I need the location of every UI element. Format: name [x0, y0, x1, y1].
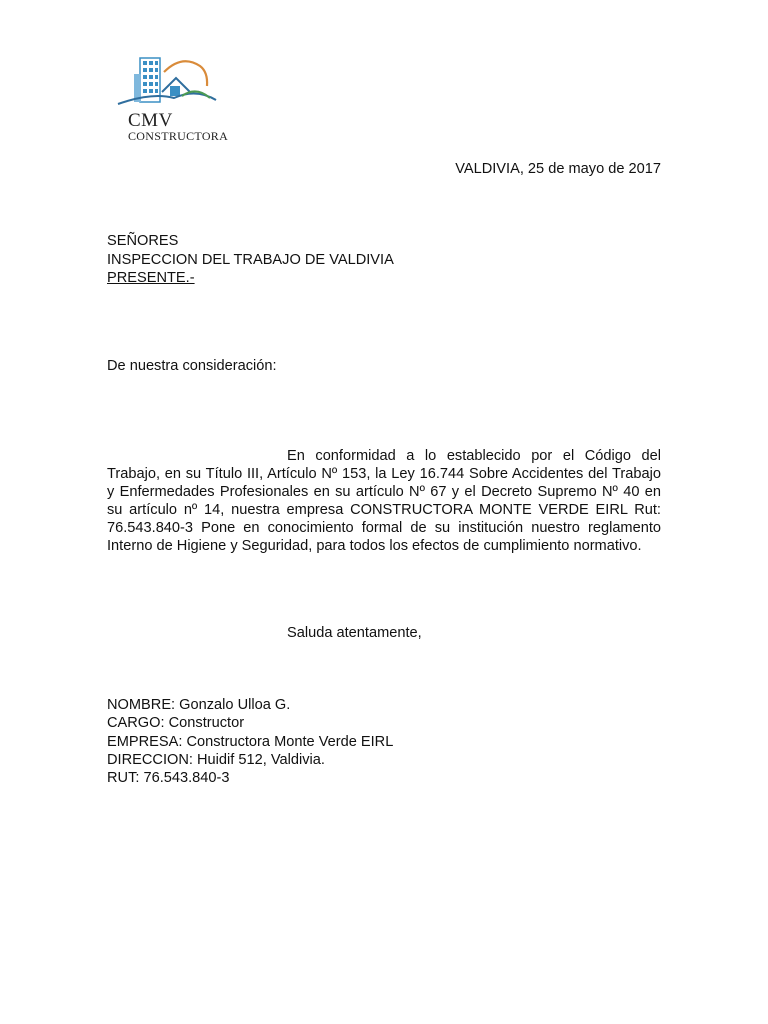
- addressee-line-3: PRESENTE.-: [107, 270, 195, 286]
- addressee-block: [107, 232, 394, 288]
- signature-nombre: NOMBRE: Gonzalo Ulloa G.: [107, 697, 291, 713]
- signature-cargo: CARGO: Constructor: [107, 715, 245, 732]
- building-logo-icon: [112, 52, 234, 112]
- closing: Saluda atentamente,: [287, 625, 422, 641]
- signature-block: [107, 696, 393, 787]
- logo-name: CMV: [128, 110, 173, 131]
- addressee-line-2: INSPECCION DEL TRABAJO DE VALDIVIA: [107, 251, 394, 268]
- signature-direccion: DIRECCION: Huidif 512, Valdivia.: [107, 751, 325, 768]
- logo-subtitle: CONSTRUCTORA: [128, 129, 229, 143]
- greeting: De nuestra consideración:: [107, 358, 277, 374]
- addressee-line-1: SEÑORES: [107, 233, 179, 249]
- signature-rut: RUT: 76.543.840-3: [107, 770, 230, 787]
- letter-date: VALDIVIA, 25 de mayo de 2017: [455, 161, 661, 177]
- body-paragraph: En conformidad a lo establecido por el Código del Trabajo, en su Título III, Artículo Nº 153, la Ley 16.744 Sobre Accidentes del Trabajo y Enfermedades Profesionales en su artículo Nº 67 y el Decreto Supremo Nº 40 en su artículo nº 14, nuestra empresa CONSTRUCTORA MONTE VERDE EIRL Rut: 76.543.840-3 Pone en conocimiento formal de su institución nuestro reglamento Interno de Higiene y Seguridad, para todos los efectos de cumplimiento normativo.: [107, 448, 661, 554]
- company-logo: [112, 52, 234, 148]
- signature-empresa: EMPRESA: Constructora Monte Verde EIRL: [107, 733, 394, 750]
